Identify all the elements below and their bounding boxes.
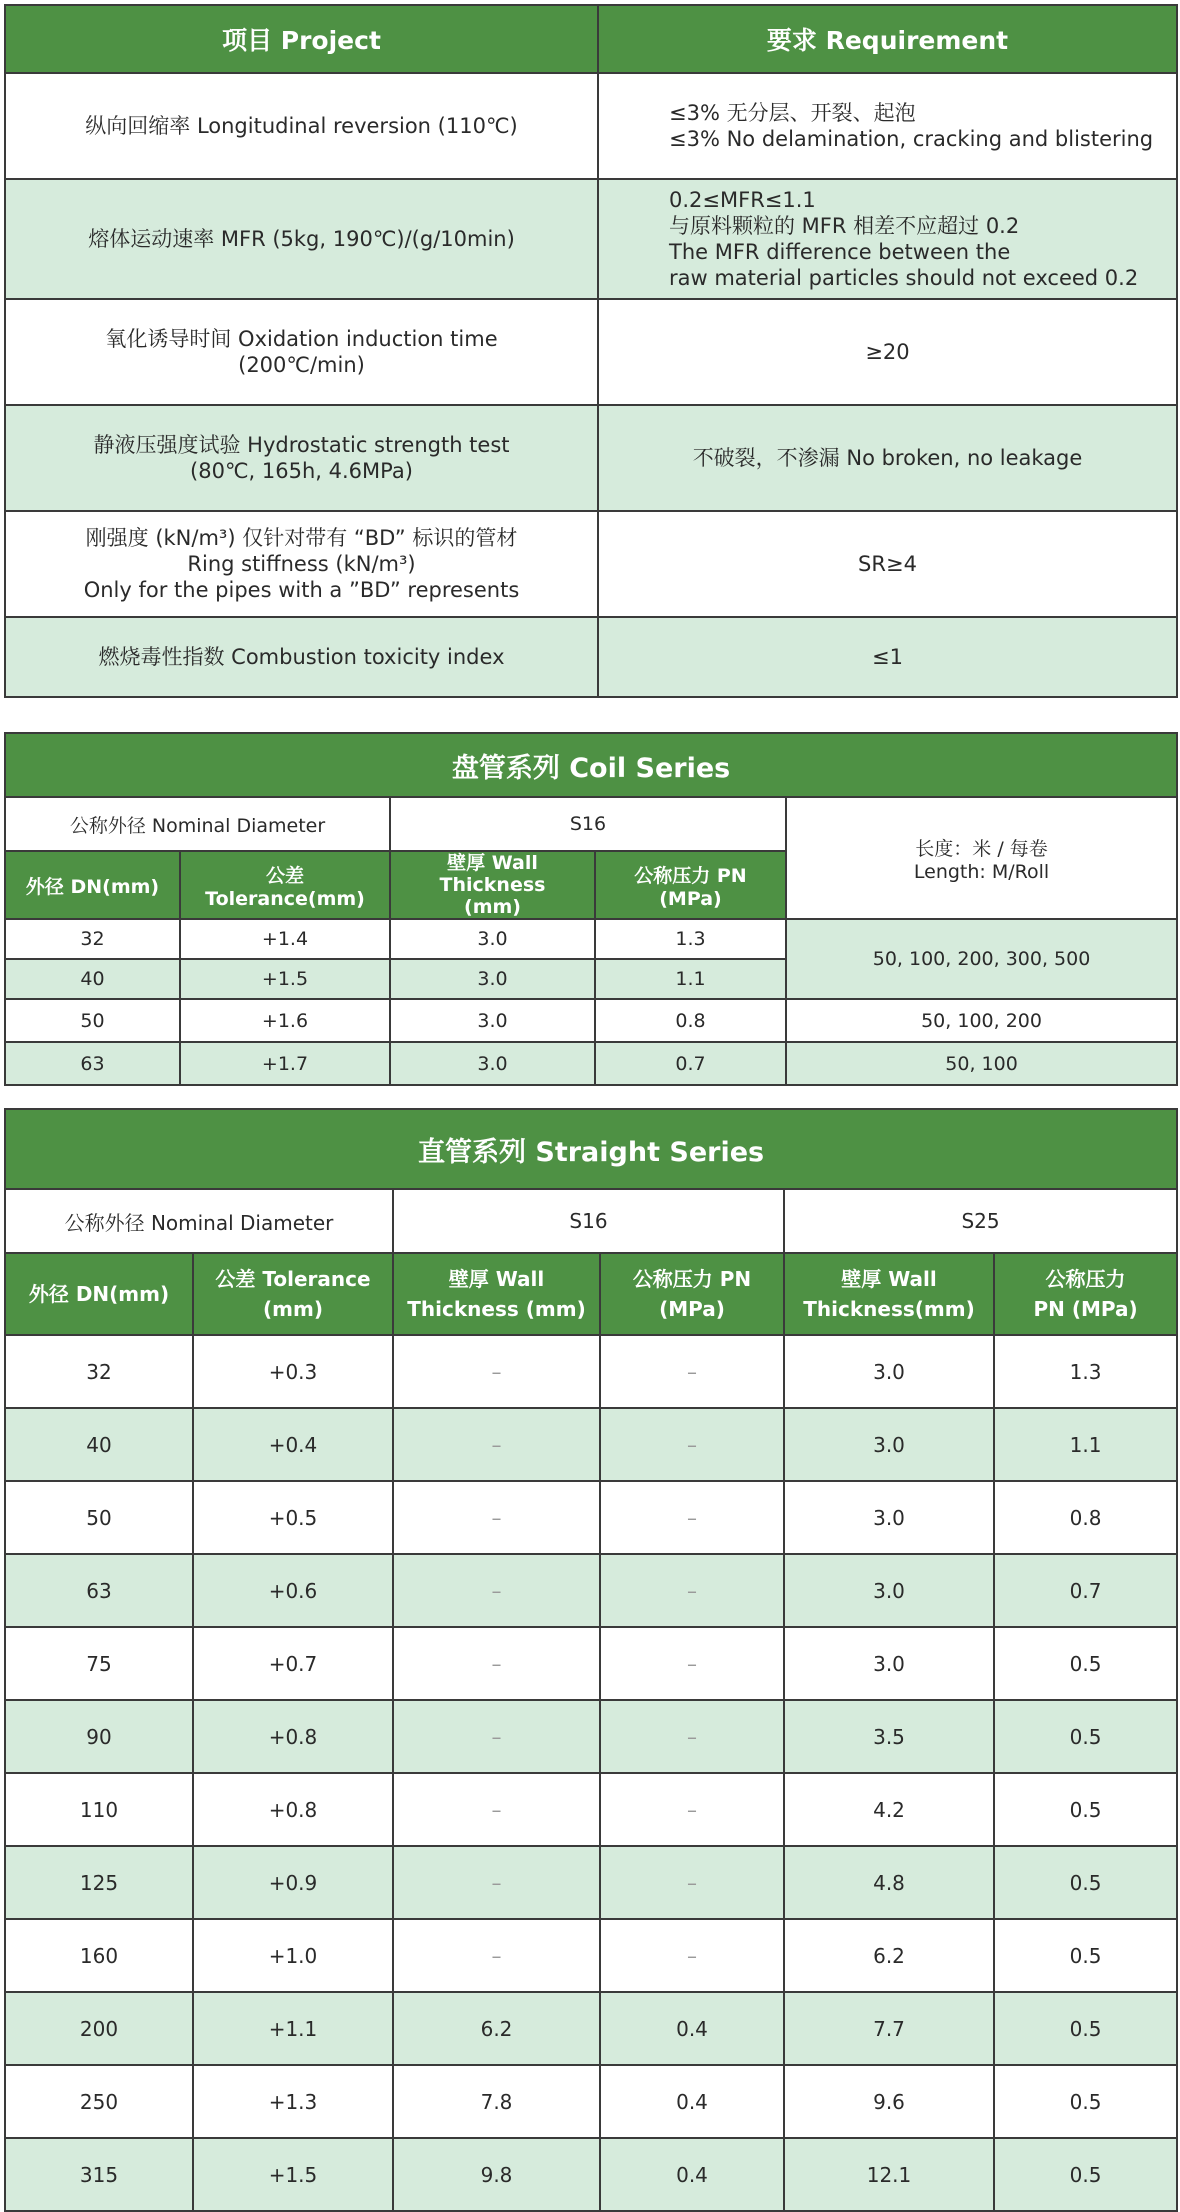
dn-cell: 200 bbox=[5, 1992, 193, 2065]
tolerance-cell: +1.1 bbox=[193, 1992, 393, 2065]
s16-label: S16 bbox=[393, 1189, 784, 1253]
wall-s16-cell: 6.2 bbox=[393, 1992, 600, 2065]
wall-s16-cell: – bbox=[393, 1846, 600, 1919]
tolerance-cell: +0.7 bbox=[193, 1627, 393, 1700]
table-row bbox=[5, 919, 1177, 959]
wall-s25-cell: 9.6 bbox=[784, 2065, 994, 2138]
pn-s16-cell: – bbox=[600, 1919, 784, 1992]
wall-s16-cell: – bbox=[393, 1627, 600, 1700]
pn-cell: 0.8 bbox=[595, 999, 786, 1042]
wall-s25-cell: 6.2 bbox=[784, 1919, 994, 1992]
project-cell: 刚强度 (kN/m³) 仅针对带有 “BD” 标识的管材 Ring stiffness (kN/m³) Only for the pipes with a ”BD” represents bbox=[5, 511, 598, 617]
requirement-cell: ≤1 bbox=[598, 617, 1177, 697]
project-cell: 氧化诱导时间 Oxidation induction time (200℃/min) bbox=[5, 299, 598, 405]
dn-cell: 50 bbox=[5, 1481, 193, 1554]
pn-cell: 1.3 bbox=[595, 919, 786, 959]
nominal-diameter-label: 公称外径 Nominal Diameter bbox=[5, 1189, 393, 1253]
coil-series-title: 盘管系列 Coil Series bbox=[5, 733, 1177, 797]
wall-s16-cell: – bbox=[393, 1408, 600, 1481]
requirement-cell: ≤3% 无分层、开裂、起泡 ≤3% No delamination, cracking and blistering bbox=[598, 73, 1177, 179]
wall-s16-cell: 7.8 bbox=[393, 2065, 600, 2138]
wall-s25-cell: 4.2 bbox=[784, 1773, 994, 1846]
s16-label: S16 bbox=[390, 797, 786, 851]
col-pn: 公称压力 PN (MPa) bbox=[595, 851, 786, 919]
length-header: 长度：米 / 每卷 Length: M/Roll bbox=[786, 797, 1177, 919]
wall-s16-cell: – bbox=[393, 1919, 600, 1992]
wall-s25-cell: 12.1 bbox=[784, 2138, 994, 2211]
length-cell: 50, 100, 200 bbox=[786, 999, 1177, 1042]
tolerance-cell: +0.6 bbox=[193, 1554, 393, 1627]
wall-s25-cell: 3.5 bbox=[784, 1700, 994, 1773]
wall-s16-cell: – bbox=[393, 1773, 600, 1846]
pn-s25-cell: 0.5 bbox=[994, 1992, 1177, 2065]
tolerance-cell: +1.5 bbox=[193, 2138, 393, 2211]
wall-cell: 3.0 bbox=[390, 959, 595, 999]
wall-s25-cell: 3.0 bbox=[784, 1335, 994, 1408]
pn-s16-cell: 0.4 bbox=[600, 1992, 784, 2065]
tolerance-cell: +1.7 bbox=[180, 1042, 390, 1085]
pn-s16-cell: – bbox=[600, 1408, 784, 1481]
pn-s25-cell: 1.3 bbox=[994, 1335, 1177, 1408]
requirement-cell: 0.2≤MFR≤1.1 与原料颗粒的 MFR 相差不应超过 0.2 The MFR difference between the raw material particles should not exceed 0.2 bbox=[598, 179, 1177, 299]
pn-s25-cell: 1.1 bbox=[994, 1408, 1177, 1481]
requirements-table bbox=[4, 4, 1178, 698]
table-row bbox=[5, 1919, 1177, 1992]
wall-s16-cell: – bbox=[393, 1481, 600, 1554]
pn-s25-cell: 0.5 bbox=[994, 1627, 1177, 1700]
col-wall-thickness: 壁厚 Wall Thickness (mm) bbox=[390, 851, 595, 919]
pn-cell: 1.1 bbox=[595, 959, 786, 999]
wall-cell: 3.0 bbox=[390, 999, 595, 1042]
tolerance-cell: +0.4 bbox=[193, 1408, 393, 1481]
dn-cell: 110 bbox=[5, 1773, 193, 1846]
pn-s25-cell: 0.7 bbox=[994, 1554, 1177, 1627]
table-row bbox=[5, 1992, 1177, 2065]
dn-cell: 63 bbox=[5, 1042, 180, 1085]
table-row bbox=[5, 2138, 1177, 2211]
wall-s16-cell: – bbox=[393, 1554, 600, 1627]
pn-s16-cell: – bbox=[600, 1846, 784, 1919]
requirement-cell: 不破裂，不渗漏 No broken, no leakage bbox=[598, 405, 1177, 511]
length-cell: 50, 100 bbox=[786, 1042, 1177, 1085]
table-row bbox=[5, 1408, 1177, 1481]
dn-cell: 40 bbox=[5, 959, 180, 999]
pn-cell: 0.7 bbox=[595, 1042, 786, 1085]
table-row bbox=[5, 2065, 1177, 2138]
col-wall-s16: 壁厚 Wall Thickness (mm) bbox=[393, 1253, 600, 1335]
tolerance-cell: +0.5 bbox=[193, 1481, 393, 1554]
wall-s16-cell: – bbox=[393, 1335, 600, 1408]
table-row bbox=[5, 511, 1177, 617]
table-row bbox=[5, 1773, 1177, 1846]
header-requirement: 要求 Requirement bbox=[598, 5, 1177, 73]
tolerance-cell: +1.5 bbox=[180, 959, 390, 999]
tolerance-cell: +1.6 bbox=[180, 999, 390, 1042]
pn-s16-cell: – bbox=[600, 1481, 784, 1554]
requirement-cell: ≥20 bbox=[598, 299, 1177, 405]
wall-s16-cell: – bbox=[393, 1700, 600, 1773]
dn-cell: 125 bbox=[5, 1846, 193, 1919]
s25-label: S25 bbox=[784, 1189, 1177, 1253]
dn-cell: 32 bbox=[5, 919, 180, 959]
tolerance-cell: +1.4 bbox=[180, 919, 390, 959]
pn-s16-cell: – bbox=[600, 1627, 784, 1700]
table-row bbox=[5, 1481, 1177, 1554]
pn-s16-cell: 0.4 bbox=[600, 2138, 784, 2211]
dn-cell: 32 bbox=[5, 1335, 193, 1408]
header-project: 项目 Project bbox=[5, 5, 598, 73]
table-row bbox=[5, 299, 1177, 405]
table-row bbox=[5, 1042, 1177, 1085]
tolerance-cell: +1.3 bbox=[193, 2065, 393, 2138]
pn-s25-cell: 0.8 bbox=[994, 1481, 1177, 1554]
pn-s25-cell: 0.5 bbox=[994, 1846, 1177, 1919]
table-row bbox=[5, 999, 1177, 1042]
pn-s16-cell: – bbox=[600, 1773, 784, 1846]
wall-s25-cell: 3.0 bbox=[784, 1408, 994, 1481]
dn-cell: 90 bbox=[5, 1700, 193, 1773]
table-row bbox=[5, 1554, 1177, 1627]
straight-series-title: 直管系列 Straight Series bbox=[5, 1109, 1177, 1189]
pn-s25-cell: 0.5 bbox=[994, 1919, 1177, 1992]
dn-cell: 250 bbox=[5, 2065, 193, 2138]
wall-s25-cell: 3.0 bbox=[784, 1627, 994, 1700]
wall-s16-cell: 9.8 bbox=[393, 2138, 600, 2211]
tolerance-cell: +0.8 bbox=[193, 1773, 393, 1846]
tolerance-cell: +1.0 bbox=[193, 1919, 393, 1992]
project-cell: 燃烧毒性指数 Combustion toxicity index bbox=[5, 617, 598, 697]
wall-cell: 3.0 bbox=[390, 1042, 595, 1085]
coil-series-table bbox=[4, 732, 1178, 1086]
table-row bbox=[5, 1846, 1177, 1919]
straight-series-table bbox=[4, 1108, 1178, 2212]
table-row bbox=[5, 179, 1177, 299]
col-tolerance: 公差 Tolerance (mm) bbox=[193, 1253, 393, 1335]
pn-s25-cell: 0.5 bbox=[994, 1773, 1177, 1846]
wall-s25-cell: 3.0 bbox=[784, 1481, 994, 1554]
table-row bbox=[5, 73, 1177, 179]
pn-s16-cell: – bbox=[600, 1335, 784, 1408]
length-cell: 50, 100, 200, 300, 500 bbox=[786, 919, 1177, 999]
col-dn: 外径 DN(mm) bbox=[5, 851, 180, 919]
wall-s25-cell: 3.0 bbox=[784, 1554, 994, 1627]
col-pn-s16: 公称压力 PN (MPa) bbox=[600, 1253, 784, 1335]
project-cell: 静液压强度试验 Hydrostatic strength test (80℃, 165h, 4.6MPa) bbox=[5, 405, 598, 511]
pn-s16-cell: 0.4 bbox=[600, 2065, 784, 2138]
tolerance-cell: +0.3 bbox=[193, 1335, 393, 1408]
col-pn-s25: 公称压力 PN (MPa) bbox=[994, 1253, 1177, 1335]
pn-s16-cell: – bbox=[600, 1700, 784, 1773]
dn-cell: 315 bbox=[5, 2138, 193, 2211]
tolerance-cell: +0.9 bbox=[193, 1846, 393, 1919]
nominal-diameter-label: 公称外径 Nominal Diameter bbox=[5, 797, 390, 851]
project-cell: 熔体运动速率 MFR (5kg, 190℃)/(g/10min) bbox=[5, 179, 598, 299]
table-row bbox=[5, 1627, 1177, 1700]
table-row bbox=[5, 1700, 1177, 1773]
wall-s25-cell: 7.7 bbox=[784, 1992, 994, 2065]
table-row bbox=[5, 405, 1177, 511]
pn-s25-cell: 0.5 bbox=[994, 2138, 1177, 2211]
col-dn: 外径 DN(mm) bbox=[5, 1253, 193, 1335]
dn-cell: 160 bbox=[5, 1919, 193, 1992]
dn-cell: 40 bbox=[5, 1408, 193, 1481]
pn-s16-cell: – bbox=[600, 1554, 784, 1627]
table-row bbox=[5, 1335, 1177, 1408]
col-wall-s25: 壁厚 Wall Thickness(mm) bbox=[784, 1253, 994, 1335]
pn-s25-cell: 0.5 bbox=[994, 1700, 1177, 1773]
dn-cell: 63 bbox=[5, 1554, 193, 1627]
col-tolerance: 公差 Tolerance(mm) bbox=[180, 851, 390, 919]
table-row bbox=[5, 617, 1177, 697]
pn-s25-cell: 0.5 bbox=[994, 2065, 1177, 2138]
wall-s25-cell: 4.8 bbox=[784, 1846, 994, 1919]
wall-cell: 3.0 bbox=[390, 919, 595, 959]
requirement-cell: SR≥4 bbox=[598, 511, 1177, 617]
straight-rows bbox=[5, 1335, 1177, 2211]
project-cell: 纵向回缩率 Longitudinal reversion (110℃) bbox=[5, 73, 598, 179]
dn-cell: 75 bbox=[5, 1627, 193, 1700]
tolerance-cell: +0.8 bbox=[193, 1700, 393, 1773]
dn-cell: 50 bbox=[5, 999, 180, 1042]
